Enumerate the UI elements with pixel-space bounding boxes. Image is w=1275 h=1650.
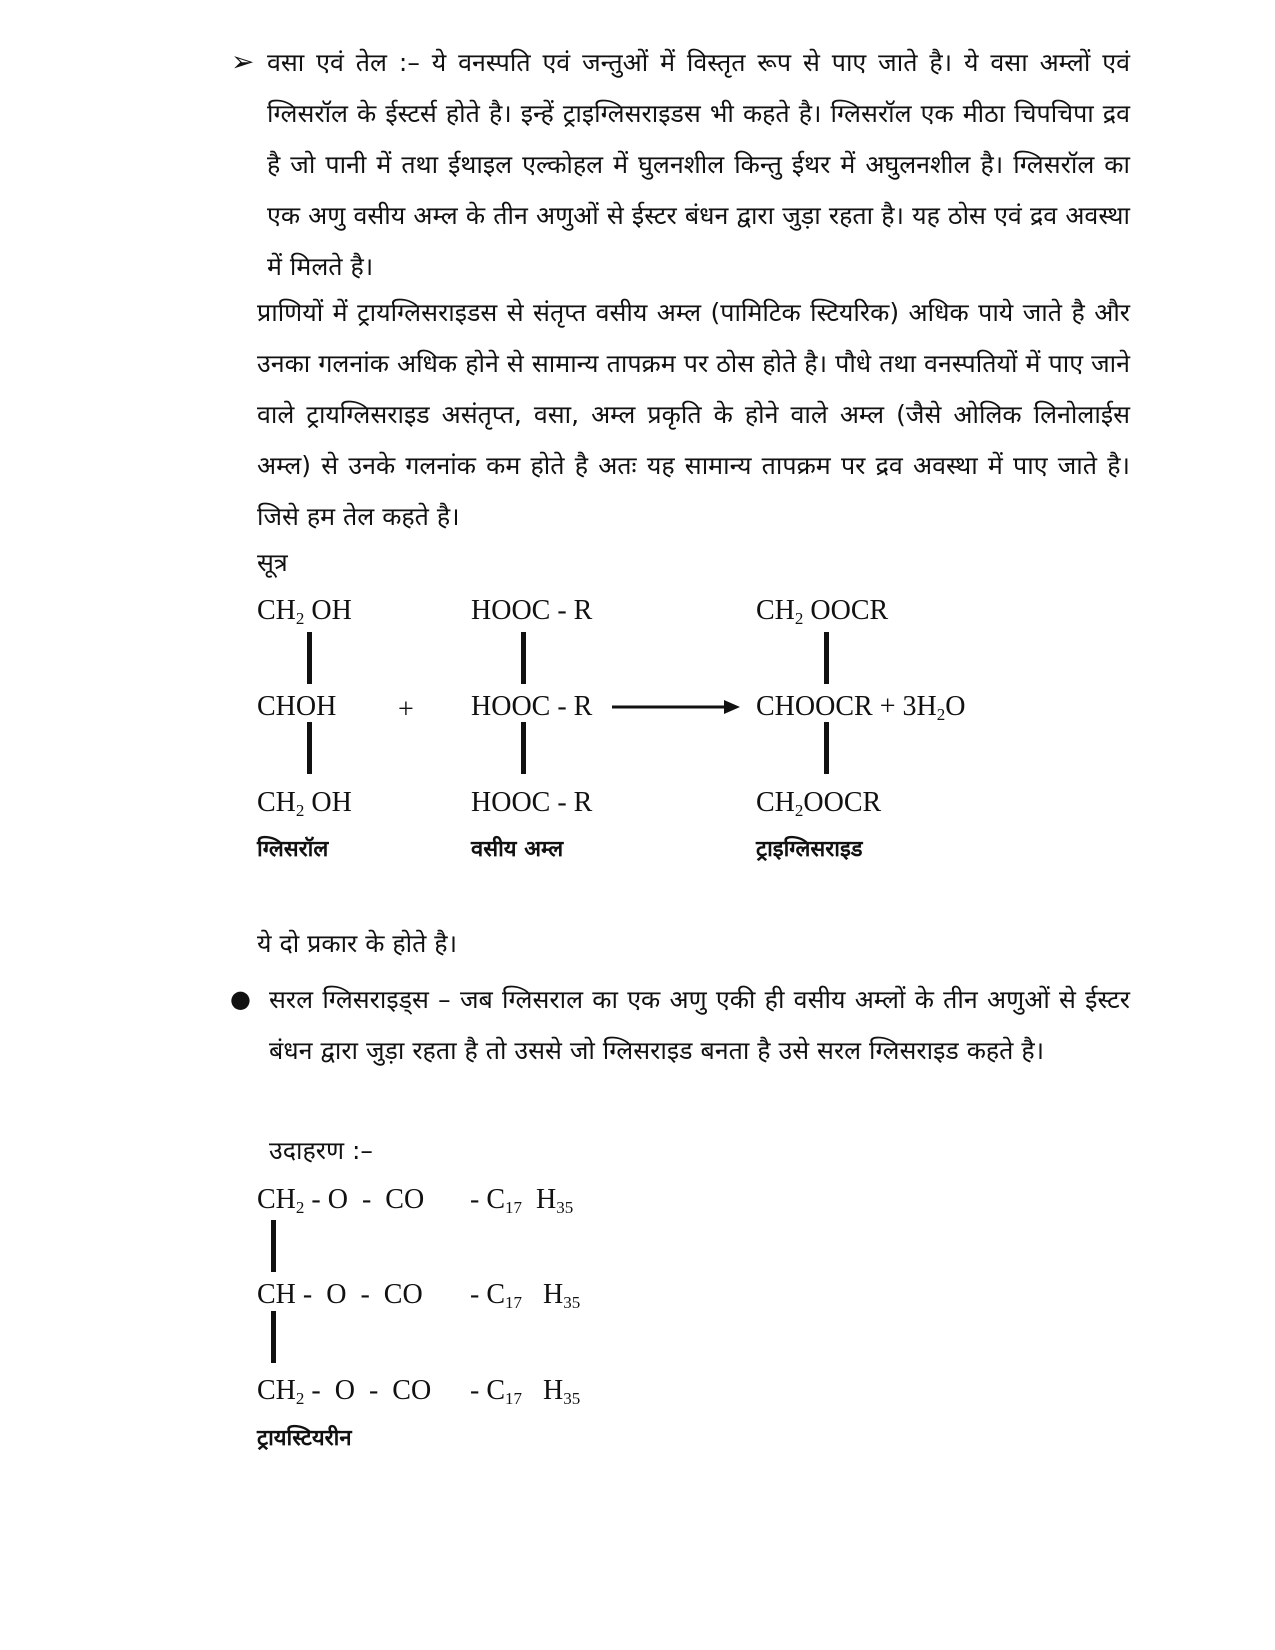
glycerol-caption: ग्लिसरॉल (257, 837, 329, 862)
reaction-arrow-icon (612, 697, 742, 717)
tristearin-caption: ट्रायस्टियरीन (257, 1426, 352, 1451)
bond-line (307, 722, 312, 774)
product-mid: CHOOCR + $3H_2O$ (756, 691, 966, 724)
tristearin-row-2-group: CH - O - CO (257, 1279, 423, 1310)
product-caption: ट्राइग्लिसराइड (756, 837, 863, 862)
glycerol-top: $CH_2$ OH (257, 595, 352, 628)
bond-line (521, 722, 526, 774)
tristearin-row-2-chain: - $C_{17}$ $H_{35}$ (470, 1279, 581, 1312)
arrow-bullet-icon: ➢ (231, 45, 255, 78)
fats-oils-paragraph: वसा एवं तेल :– ये वनस्पति एवं जन्तुओं में विस्तृत रूप से पाए जाते है। ये वसा अम्लों एवं ग्लिसरॉल के ईस्टर्स होते है। इन्हें ट्राइग्लिसराइडस भी कहते है। ग्लिसरॉल एक मीठा चिपचिपा द्रव है जो पानी में तथा ईथाइल एल्कोहल में घुलनशील किन्तु ईथर में अघुलनशील है। ग्लिसरॉल का एक अणु वसीय अम्ल के तीन अणुओं से ईस्टर बंधन द्वारा जुड़ा रहता है। यह ठोस एवं द्रव अवस्था में मिलते है। (267, 48, 1130, 281)
formula-heading: सूत्र (257, 548, 288, 577)
plus-sign: + (398, 694, 414, 725)
product-bottom: $CH_2OOCR$ (756, 787, 882, 820)
acid-caption: वसीय अम्ल (471, 837, 564, 862)
glycerol-bottom: $CH_2$ OH (257, 787, 352, 820)
dot-bullet-icon: ● (230, 985, 251, 1013)
bond-line (824, 632, 829, 684)
acid-bottom: HOOC - R (471, 787, 593, 818)
tristearin-row-3-chain: - $C_{17}$ $H_{35}$ (470, 1375, 581, 1408)
bond-line (521, 632, 526, 684)
bond-line (824, 722, 829, 774)
bond-line (307, 632, 312, 684)
acid-mid: HOOC - R (471, 691, 593, 722)
acid-top: HOOC - R (471, 595, 593, 626)
tristearin-row-1-chain: - $C_{17}$ $H_{35}$ (470, 1184, 574, 1217)
tristearin-row-3-group: $CH_2$ - O - CO (257, 1375, 432, 1408)
animals-plants-paragraph: प्राणियों में ट्रायग्लिसराइडस से संतृप्त वसीय अम्ल (पामिटिक स्टियरिक) अधिक पाये जाते है और उनका गलनांक अधिक होने से सामान्य तापक्रम पर ठोस होते है। पौधे तथा वनस्पतियों में पाए जाने वाले ट्रायग्लिसराइड असंतृप्त, वसा, अम्ल प्रकृति के होने वाले अम्ल (जैसे ओलिक लिनोलाईस अम्ल) से उनके गलनांक कम होते है अतः यह सामान्य तापक्रम पर द्रव अवस्था में पाए जाते है। जिसे हम तेल कहते है। (257, 298, 1130, 531)
bond-line (271, 1311, 276, 1363)
simple-glycerides-paragraph: सरल ग्लिसराइड्स – जब ग्लिसराल का एक अणु एकी ही वसीय अम्लों के तीन अणुओं से ईस्टर बंधन द्वारा जुड़ा रहता है तो उससे जो ग्लिसराइड बनता है उसे सरल ग्लिसराइड कहते है। (269, 985, 1130, 1065)
example-label: उदाहरण :– (269, 1136, 373, 1165)
glycerol-mid: CHOH (257, 691, 337, 722)
bond-line (271, 1220, 276, 1272)
tristearin-row-1-group: $CH_2$ - O - CO (257, 1184, 425, 1217)
product-top: $CH_2$ OOCR (756, 595, 889, 628)
types-line: ये दो प्रकार के होते है। (257, 929, 458, 958)
